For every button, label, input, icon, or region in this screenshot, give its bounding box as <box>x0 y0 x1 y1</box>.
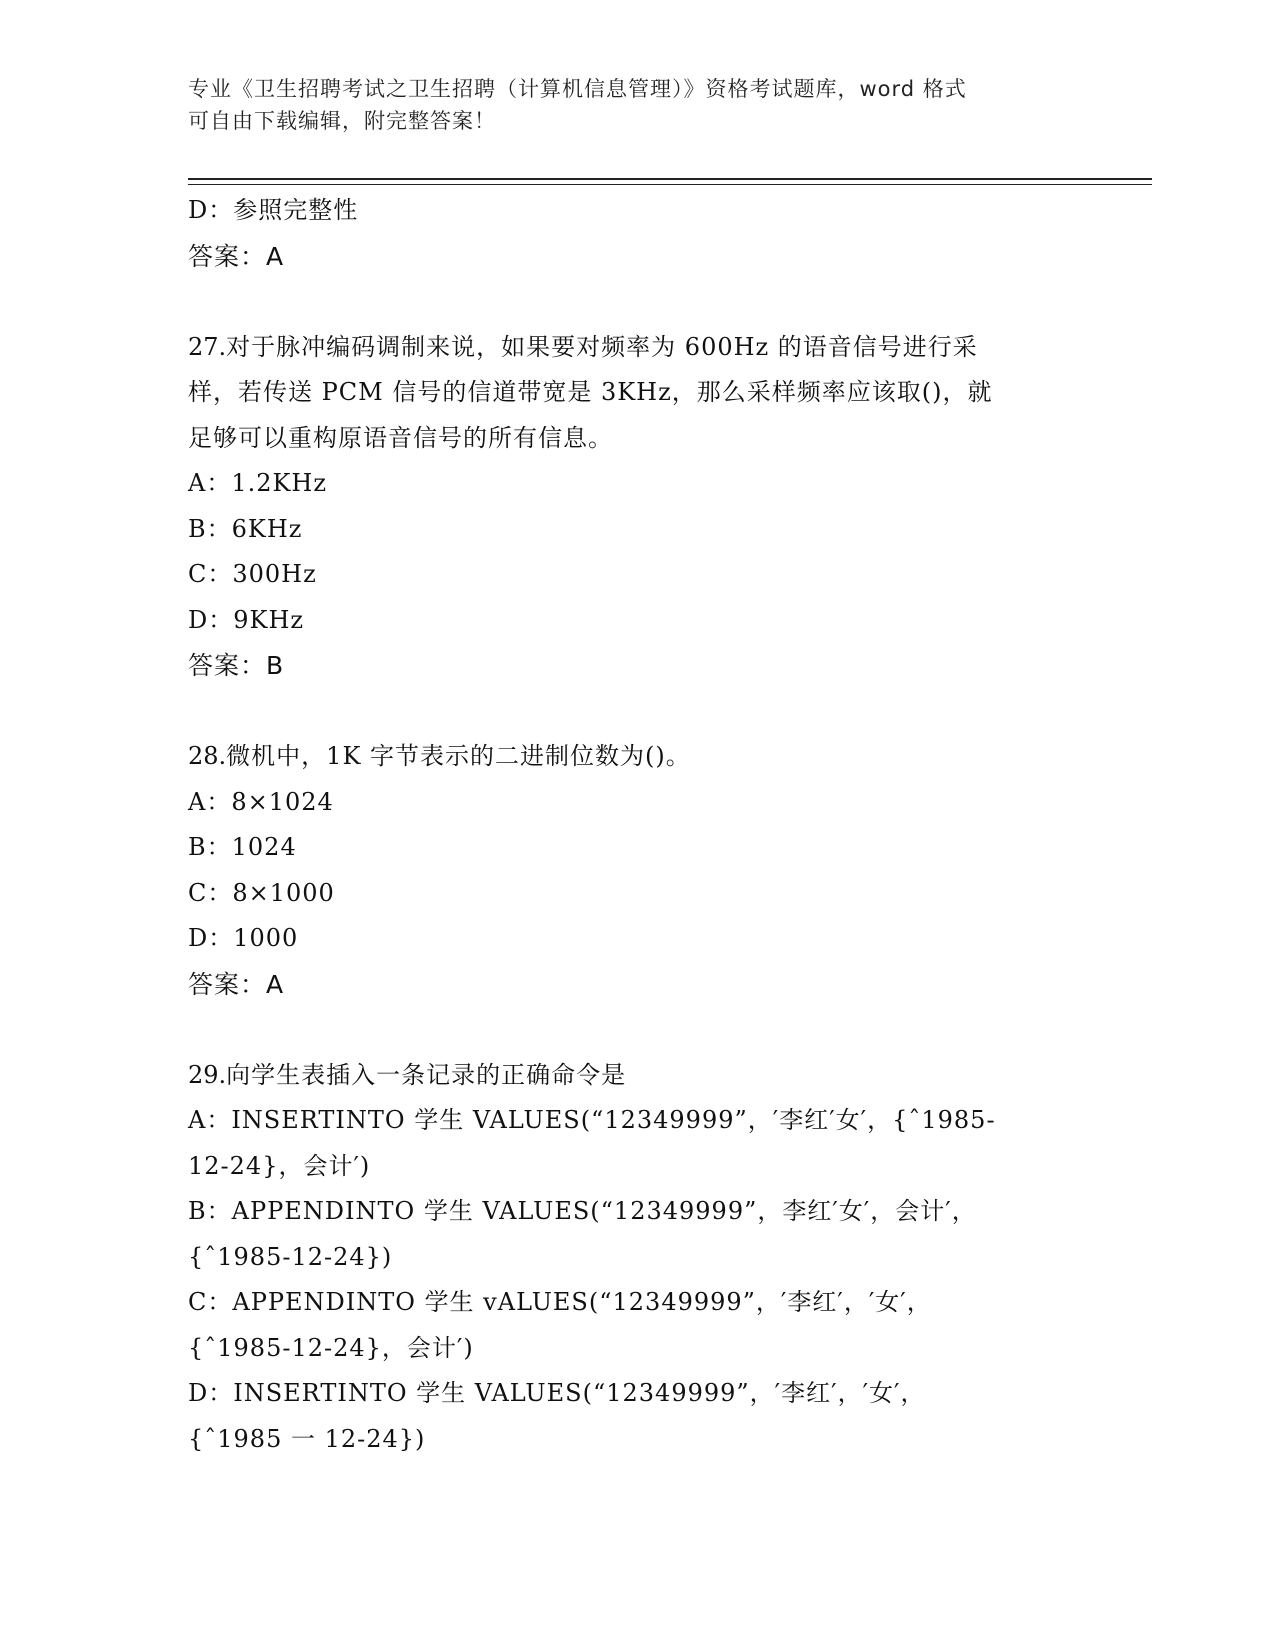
spacer <box>188 689 1088 735</box>
option-d: D：INSERTINTO 学生 VALUES(“12349999”，′李红′，′女′， <box>188 1379 926 1407</box>
question-stem-line <box>188 734 1088 780</box>
question-stem-text: 向学生表插入一条记录的正确命令是 <box>226 1060 627 1089</box>
question-28 <box>188 734 1088 1007</box>
option-d-continued: {ˆ1985 一 12-24}) <box>188 1424 426 1453</box>
spacer <box>188 279 1088 325</box>
option-c: C：APPENDINTO 学生 vALUES(“12349999”，′李红′，′女′， <box>188 1288 932 1316</box>
option-a-continued: 12-24}，会计′) <box>188 1151 371 1180</box>
header-rule-thin <box>188 184 1152 185</box>
option-a: A：INSERTINTO 学生 VALUES(“12349999”，′李红′女′，{ˆ1985- <box>188 1106 996 1134</box>
question-stem-line <box>188 1053 1088 1099</box>
page-header <box>188 73 1068 137</box>
prev-option-d: D：参照完整性 <box>188 196 359 224</box>
question-stem-text: 微机中，1K 字节表示的二进制位数为()。 <box>226 742 691 770</box>
document-body <box>188 188 1088 1462</box>
option-b-continued: {ˆ1985-12-24}) <box>188 1242 393 1271</box>
question-number: 27. <box>188 332 227 361</box>
question-stem-line: 样，若传送 PCM 信号的信道带宽是 3KHz，那么采样频率应该取()，就 <box>188 378 993 406</box>
option-b: B：APPENDINTO 学生 VALUES(“12349999”，李红′女′，会计′， <box>188 1197 977 1225</box>
question-27 <box>188 325 1088 689</box>
question-stem-line <box>188 325 1088 371</box>
header-line-1: 专业《卫生招聘考试之卫生招聘（计算机信息管理）》资格考试题库，word 格式 <box>188 77 967 101</box>
prev-answer: 答案：A <box>188 241 285 271</box>
question-number: 28. <box>188 742 227 770</box>
header-rule-thick <box>188 178 1152 180</box>
option-d: D：1000 <box>188 924 299 952</box>
option-c: C：8×1000 <box>188 878 335 907</box>
answer: 答案：B <box>188 651 285 680</box>
option-a: A：8×1024 <box>188 787 334 816</box>
option-c-continued: {ˆ1985-12-24}，会计′) <box>188 1333 474 1362</box>
spacer <box>188 1007 1088 1053</box>
option-a: A：1.2KHz <box>188 469 328 497</box>
question-stem-text: 对于脉冲编码调制来说，如果要对频率为 600Hz 的语音信号进行采 <box>226 332 978 361</box>
option-c: C：300Hz <box>188 560 317 588</box>
option-b: B：1024 <box>188 833 297 861</box>
header-line-2: 可自由下载编辑，附完整答案！ <box>188 109 496 133</box>
option-d: D：9KHz <box>188 605 305 634</box>
question-stem-line: 足够可以重构原语音信号的所有信息。 <box>188 423 613 452</box>
question-number: 29. <box>188 1060 227 1089</box>
option-b: B：6KHz <box>188 514 303 543</box>
answer: 答案：A <box>188 969 285 999</box>
question-29 <box>188 1053 1088 1463</box>
